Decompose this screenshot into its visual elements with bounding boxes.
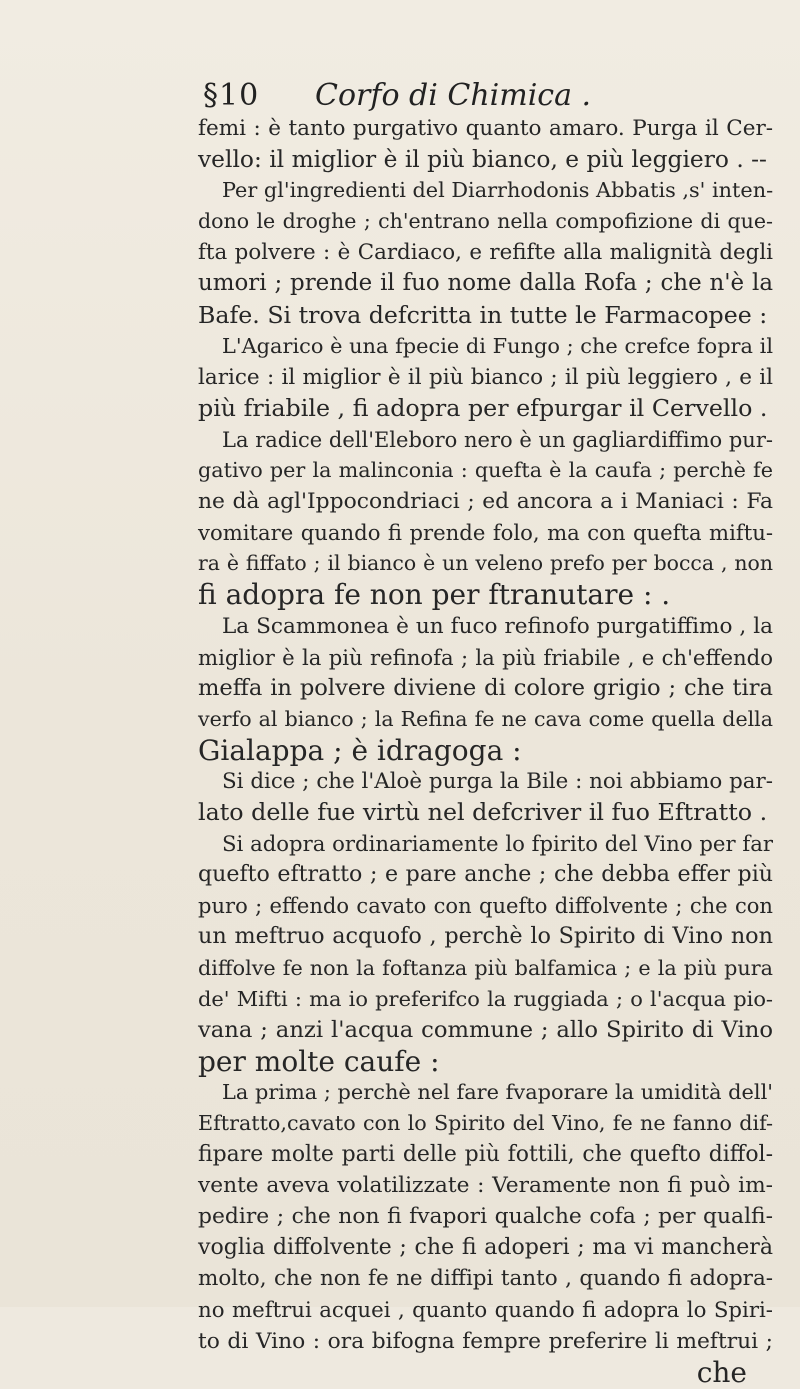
text-line: larice : il miglior è il più bianco ; il più leggiero , e il [198,364,773,390]
text-line: gativo per la malinconia : quefta è la caufa ; perchè fe [198,458,773,483]
text-line: fta polvere : è Cardiaco, e refifte alla malignità degli [198,240,773,266]
catchword: che [696,1355,747,1389]
text-line: voglia diffolvente ; che fi adoperi ; ma vi mancherà [198,1235,773,1261]
text-line: to di Vino : ora bifogna fempre preferire li meftrui ; [198,1328,773,1354]
text-line: diffolve fe non la foftanza più balfamica ; e la più pura [198,955,773,980]
text-line: de' Mifti : ma io preferifco la ruggiada ; o l'acqua pio- [198,986,773,1011]
text-line: vomitare quando fi prende folo, ma con quefta miftu- [198,520,773,546]
text-line: La radice dell'Eleboro nero è un gagliardiffimo pur- [222,426,773,452]
text-line: vello: il miglior è il più bianco, e più leggiero . -- [198,145,767,174]
text-line: lato delle fue virtù nel defcriver il fuo Eftratto . [198,798,768,827]
text-line: dono le droghe ; ch'entrano nella compofizione di que- [198,209,773,234]
text-line: molto, che non fe ne diffipi tanto , quando fi adopra- [198,1266,773,1292]
text-line: vente aveva volatilizzate : Veramente non fi può im- [198,1173,773,1199]
text-line: Eftratto,cavato con lo Spirito del Vino, fe ne fanno dif- [198,1111,773,1135]
text-line: un meftruo acquofo , perchè lo Spirito di Vino non [198,923,773,950]
text-line: fipare molte parti delle più fottili, che quefto diffol- [198,1142,773,1168]
text-line: femi : è tanto purgativo quanto amaro. Purga il Cer- [198,116,773,141]
text-line: puro ; effendo cavato con quefto diffolvente ; che con [198,893,773,919]
text-line: fi adopra fe non per ftranutare : . [198,578,671,612]
text-line: vana ; anzi l'acqua commune ; allo Spirito di Vino [198,1016,773,1043]
text-line: umori ; prende il fuo nome dalla Rofa ; che n'è la [198,270,773,297]
text-line: ra è fiffato ; il bianco è un veleno prefo per bocca , non [198,551,773,576]
text-line: Per gl'ingredienti del Diarrhodonis Abbatis ,s' inten- [222,178,774,203]
text-line: Bafe. Si trova defcritta in tutte le Farmacopee : [198,300,768,329]
text-line: Si dice ; che l'Aloè purga la Bile : noi abbiamo par- [222,768,773,794]
text-line: Gialappa ; è idragoga : [198,733,522,767]
text-line: Si adopra ordinariamente lo fpirito del Vino per far [222,831,773,857]
text-line: più friabile , fi adopra per efpurgar il Cervello . [198,393,768,422]
text-line: per molte caufe : [198,1044,440,1078]
text-line: La Scammonea è un fuco refinofo purgatiffimo , la [222,613,773,639]
text-line: verfo al bianco ; la Refina fe ne cava come quella della [198,706,773,731]
body-text [198,113,773,1388]
text-line: ne dà agl'Ippocondriaci ; ed ancora a i Maniaci : Fa [198,489,773,515]
page-number: §10 [203,78,260,113]
page-header [203,78,623,118]
text-line: L'Agarico è una fpecie di Fungo ; che crefce fopra il [222,333,773,358]
text-line: miglior è la più refinofa ; la più friabile , e ch'effendo [198,644,773,670]
running-head: Corfo di Chimica . [315,78,592,113]
text-line: meffa in polvere diviene di colore grigio ; che tira [198,674,773,701]
text-line: quefto eftratto ; e pare anche ; che debba effer più [198,861,773,888]
text-line: pedire ; che non fi fvapori qualche cofa ; per qualfi- [198,1204,773,1230]
text-line: no meftrui acquei , quanto quando fi adopra lo Spiri- [198,1297,773,1323]
text-line: La prima ; perchè nel fare fvaporare la umidità dell' [222,1079,773,1104]
